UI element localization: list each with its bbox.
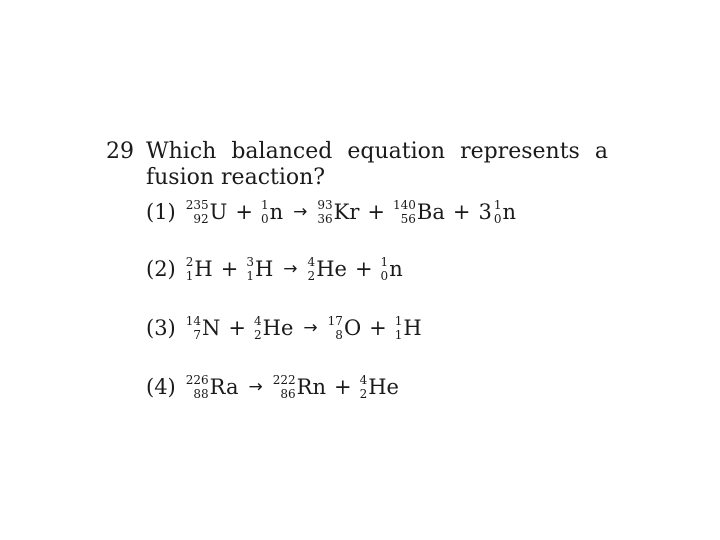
nuclide bbox=[273, 373, 326, 401]
element-symbol: He bbox=[316, 257, 347, 281]
element-symbol: U bbox=[209, 200, 228, 224]
atomic-number: 1 bbox=[394, 328, 403, 342]
atomic-number: 88 bbox=[193, 387, 209, 401]
plus-sign: + bbox=[220, 257, 239, 281]
choice-label: (3) bbox=[146, 316, 176, 340]
mass-number: 222 bbox=[272, 373, 296, 387]
plus-sign: + bbox=[369, 316, 387, 340]
reaction-arrow: → bbox=[248, 377, 263, 397]
choice-4[interactable] bbox=[146, 373, 399, 401]
mass-number: 140 bbox=[393, 198, 416, 212]
choice-label: (4) bbox=[146, 375, 176, 399]
plus-sign: + bbox=[452, 200, 471, 224]
mass-number: 235 bbox=[185, 198, 209, 212]
nuclide bbox=[246, 255, 273, 283]
choice-label: (2) bbox=[146, 257, 176, 281]
nuclide bbox=[381, 255, 403, 283]
mass-number: 3 bbox=[246, 255, 254, 269]
reaction-arrow: → bbox=[293, 202, 308, 222]
element-symbol: H bbox=[194, 257, 213, 281]
mass-number: 226 bbox=[185, 373, 209, 387]
choice-label: (1) bbox=[146, 200, 176, 224]
atomic-number: 0 bbox=[380, 269, 389, 283]
element-symbol: H bbox=[403, 316, 422, 340]
atomic-number: 0 bbox=[493, 212, 502, 226]
choice-1[interactable] bbox=[146, 198, 516, 226]
mass-number: 4 bbox=[254, 314, 262, 328]
nuclide bbox=[478, 198, 516, 226]
atomic-number: 36 bbox=[317, 212, 333, 226]
atomic-number: 7 bbox=[193, 328, 202, 342]
mass-number: 93 bbox=[317, 198, 333, 212]
plus-sign: + bbox=[333, 375, 352, 399]
mass-number: 17 bbox=[327, 314, 343, 328]
atomic-number: 8 bbox=[335, 328, 343, 342]
mass-number: 1 bbox=[260, 198, 269, 212]
nuclide bbox=[395, 314, 422, 342]
atomic-number: 2 bbox=[359, 387, 368, 401]
mass-number: 1 bbox=[380, 255, 389, 269]
nuclide bbox=[261, 198, 283, 226]
element-symbol: Rn bbox=[296, 375, 326, 399]
nuclide bbox=[186, 373, 239, 401]
element-symbol: N bbox=[202, 316, 221, 340]
reaction-arrow: → bbox=[283, 259, 298, 279]
atomic-number: 1 bbox=[185, 269, 194, 283]
element-symbol: n bbox=[502, 200, 517, 224]
atomic-number: 0 bbox=[260, 212, 269, 226]
choice-3[interactable] bbox=[146, 314, 422, 342]
nuclide bbox=[393, 198, 445, 226]
coefficient: 3 bbox=[478, 200, 492, 224]
nuclide bbox=[254, 314, 293, 342]
choice-2[interactable] bbox=[146, 255, 403, 283]
mass-number: 14 bbox=[185, 314, 202, 328]
atomic-number: 1 bbox=[246, 269, 254, 283]
nuclide bbox=[186, 255, 213, 283]
element-symbol: Ba bbox=[416, 200, 445, 224]
plus-sign: + bbox=[228, 316, 247, 340]
question-number: 29 bbox=[106, 139, 134, 164]
mass-number: 4 bbox=[307, 255, 316, 269]
element-symbol: He bbox=[262, 316, 294, 340]
mass-number: 1 bbox=[394, 314, 403, 328]
element-symbol: O bbox=[343, 316, 362, 340]
atomic-number: 56 bbox=[400, 212, 416, 226]
atomic-number: 86 bbox=[280, 387, 296, 401]
question-text: Which balanced equation represents a fusion reaction? bbox=[146, 139, 608, 190]
atomic-number: 2 bbox=[254, 328, 262, 342]
reaction-arrow: → bbox=[303, 318, 318, 338]
nuclide bbox=[186, 314, 221, 342]
plus-sign: + bbox=[354, 257, 373, 281]
element-symbol: n bbox=[389, 257, 403, 281]
nuclide bbox=[308, 255, 347, 283]
element-symbol: n bbox=[269, 200, 284, 224]
plus-sign: + bbox=[367, 200, 386, 224]
mass-number: 2 bbox=[185, 255, 194, 269]
atomic-number: 92 bbox=[193, 212, 209, 226]
nuclide bbox=[328, 314, 362, 342]
element-symbol: Ra bbox=[209, 375, 239, 399]
element-symbol: He bbox=[368, 375, 399, 399]
nuclide bbox=[186, 198, 228, 226]
mass-number: 4 bbox=[359, 373, 368, 387]
element-symbol: Kr bbox=[333, 200, 360, 224]
atomic-number: 2 bbox=[307, 269, 316, 283]
plus-sign: + bbox=[235, 200, 253, 224]
mass-number: 1 bbox=[493, 198, 502, 212]
nuclide bbox=[317, 198, 359, 226]
element-symbol: H bbox=[254, 257, 274, 281]
nuclide bbox=[360, 373, 399, 401]
